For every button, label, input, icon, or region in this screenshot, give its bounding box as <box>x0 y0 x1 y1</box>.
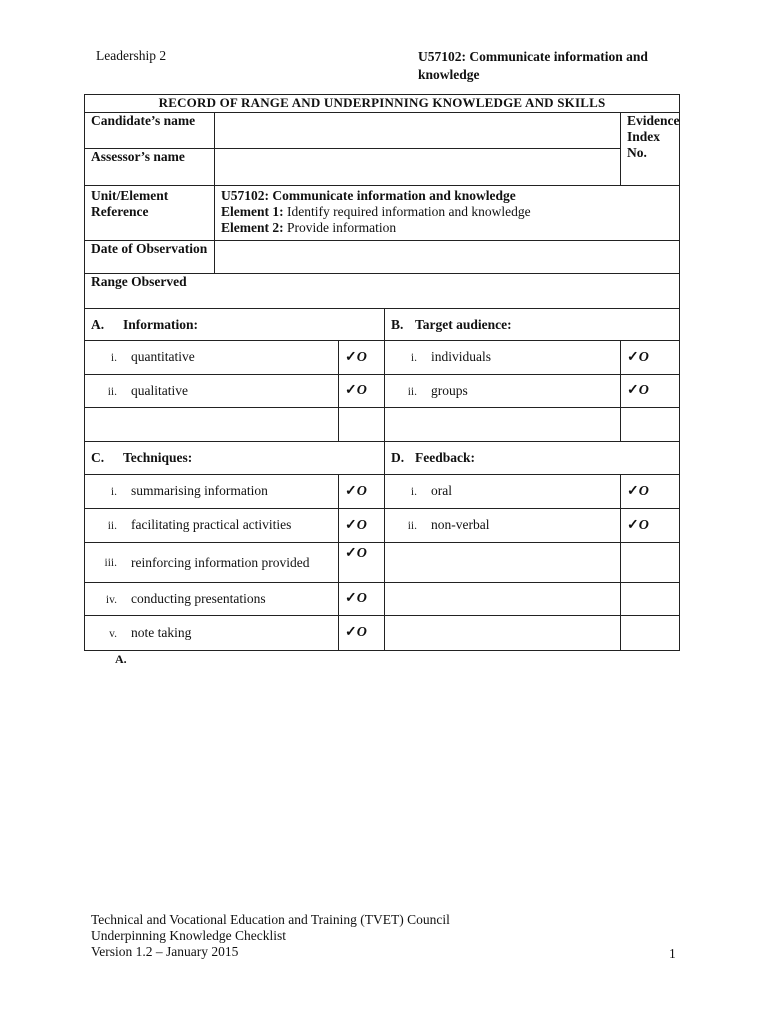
header-left: Leadership 2 <box>96 48 167 63</box>
unit-title: U57102: Communicate information and knowledge <box>221 188 516 203</box>
candidate-name-label: Candidate’s name <box>85 113 215 149</box>
checkmark-icon[interactable]: ✓O <box>339 543 385 583</box>
section-b-label: Target audience: <box>415 316 512 332</box>
unit-element-label: Unit/Element Reference <box>85 186 215 241</box>
element-2 <box>221 220 673 236</box>
footer <box>91 912 450 960</box>
section-a-header <box>85 309 385 341</box>
empty-cell <box>385 583 621 616</box>
empty-cell <box>621 616 680 651</box>
range-item: i. individuals <box>385 341 621 375</box>
page-number: 1 <box>669 946 676 961</box>
element-1-label: Element 1: <box>221 204 284 219</box>
range-item: ii. groups <box>385 375 621 408</box>
element-2-label: Element 2: <box>221 220 284 235</box>
range-item: i. summarising information <box>85 475 339 509</box>
range-item: iv. conducting presentations <box>85 583 339 616</box>
assessor-name-label: Assessor’s name <box>85 149 215 186</box>
form-title: RECORD OF RANGE AND UNDERPINNING KNOWLEDGE AND SKILLS <box>85 95 680 113</box>
header-right: U57102: Communicate information and knowledge <box>418 49 648 82</box>
checkmark-icon[interactable]: ✓O <box>339 375 385 408</box>
range-observed-label: Range Observed <box>85 274 680 309</box>
empty-cell <box>385 543 621 583</box>
checkmark-icon[interactable]: ✓O <box>621 475 680 509</box>
checkmark-icon[interactable]: ✓O <box>621 509 680 543</box>
footer-line-2: Underpinning Knowledge Checklist <box>91 928 286 943</box>
section-c-header <box>85 442 385 475</box>
empty-cell <box>621 543 680 583</box>
footer-line-3: Version 1.2 – January 2015 <box>91 944 239 959</box>
element-2-text: Provide information <box>286 220 397 235</box>
checkmark-icon[interactable]: ✓O <box>339 509 385 543</box>
section-b-letter: B. <box>391 316 404 332</box>
checkmark-icon[interactable]: ✓O <box>339 341 385 375</box>
checkmark-icon[interactable]: ✓O <box>339 583 385 616</box>
section-c-label: Techniques: <box>123 450 193 465</box>
section-d-letter: D. <box>391 450 405 465</box>
empty-cell <box>85 408 339 442</box>
range-item: i. oral <box>385 475 621 509</box>
range-item: ii. facilitating practical activities <box>85 509 339 543</box>
empty-cell <box>385 408 621 442</box>
empty-cell <box>339 408 385 442</box>
section-a-label: Information: <box>123 316 198 332</box>
empty-cell <box>621 408 680 442</box>
date-observation-label: Date of Observation <box>85 241 215 274</box>
range-item: v. note taking <box>85 616 339 651</box>
footer-line-1: Technical and Vocational Education and Training (TVET) Council <box>91 912 450 927</box>
checkmark-icon[interactable]: ✓O <box>621 341 680 375</box>
checkmark-icon[interactable]: ✓O <box>339 475 385 509</box>
range-item: ii. qualitative <box>85 375 339 408</box>
checkmark-icon[interactable]: ✓O <box>621 375 680 408</box>
unit-element-value <box>215 186 680 241</box>
range-item: iii. reinforcing information provided <box>85 543 339 583</box>
range-record-table <box>84 94 680 651</box>
section-c-letter: C. <box>91 450 105 465</box>
range-item: ii. non-verbal <box>385 509 621 543</box>
element-1 <box>221 204 673 220</box>
candidate-name-field[interactable] <box>215 113 621 149</box>
empty-cell <box>621 583 680 616</box>
section-a-letter: A. <box>91 316 105 332</box>
section-d-label: Feedback: <box>415 450 475 465</box>
assessor-name-field[interactable] <box>215 149 621 186</box>
range-item: i. quantitative <box>85 341 339 375</box>
empty-cell <box>385 616 621 651</box>
evidence-index-label: Evidence Index No. <box>621 113 680 186</box>
checkmark-icon[interactable]: ✓O <box>339 616 385 651</box>
section-b-header <box>385 309 680 341</box>
list-marker: A. <box>115 652 127 666</box>
date-observation-field[interactable] <box>215 241 680 274</box>
section-d-header <box>385 442 680 475</box>
element-1-text: Identify required information and knowledge <box>286 204 531 219</box>
